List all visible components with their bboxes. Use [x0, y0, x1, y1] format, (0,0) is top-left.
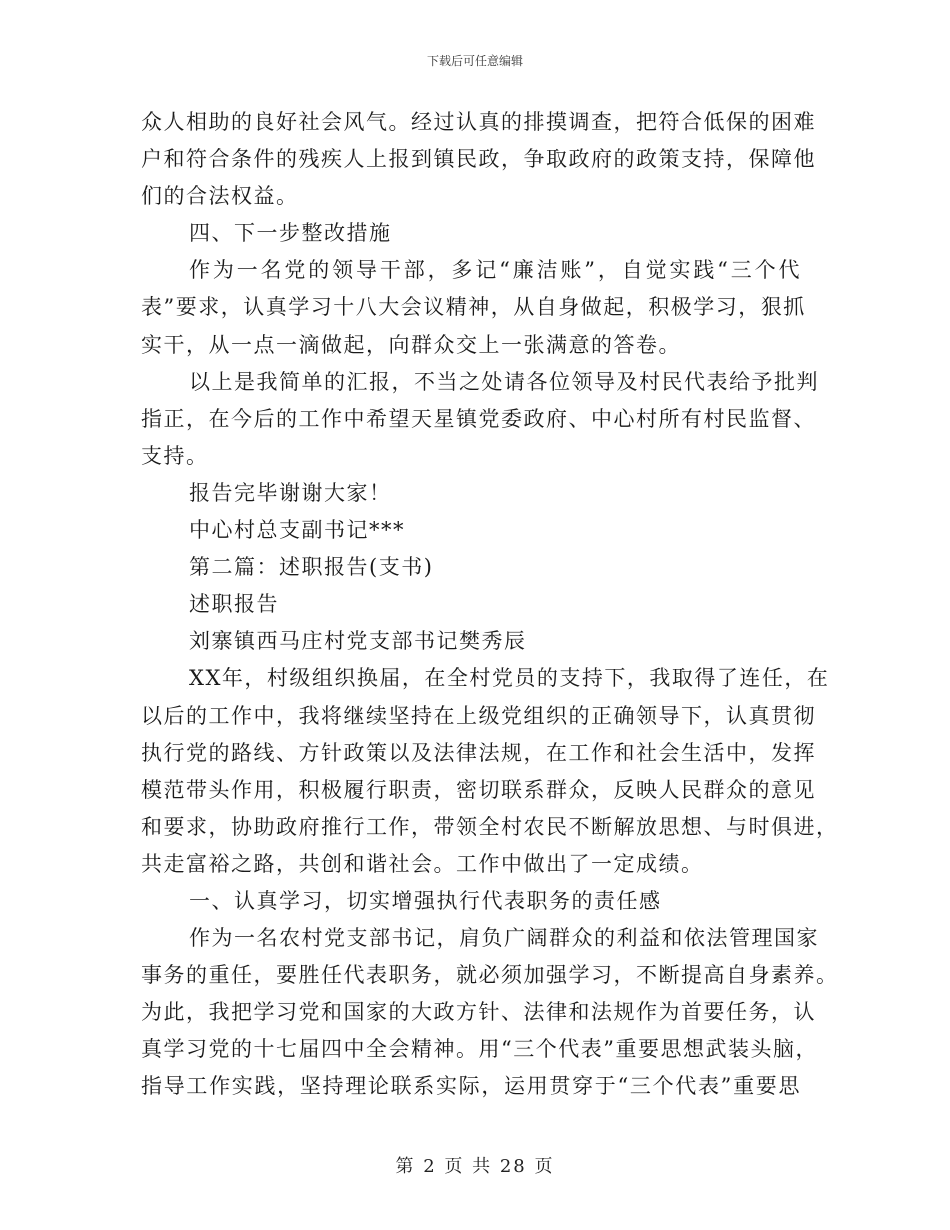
text-line: 作为一名党的领导干部，多记“廉洁账”，自觉实践“三个代: [189, 258, 801, 283]
text-line: 实干，从一点一滴做起，向群众交上一张满意的答卷。: [141, 332, 681, 357]
text-line: XX年，村级组织换届，在全村党员的支持下，我取得了连任，在: [189, 666, 830, 691]
text-line: 作为一名农村党支部书记，肩负广阔群众的利益和依法管理国家: [189, 926, 819, 951]
chapter-title: 第二篇：述职报告(支书): [189, 555, 434, 580]
text-line: 报告完毕谢谢大家！: [189, 480, 392, 505]
author-line: 刘寨镇西马庄村党支部书记樊秀辰: [189, 629, 527, 654]
text-line: 表”要求，认真学习十八大会议精神，从自身做起，积极学习，狠抓: [141, 295, 806, 320]
page-header: 下载后可任意编辑: [426, 54, 523, 68]
text-line: 支持。: [141, 443, 209, 468]
text-line: 执行党的路线、方针政策以及法律法规，在工作和社会生活中，发挥: [141, 740, 816, 765]
text-line: 共走富裕之路，共创和谐社会。工作中做出了一定成绩。: [141, 851, 704, 876]
signature-line: 中心村总支副书记***: [189, 518, 405, 543]
text-line: 为此，我把学习党和国家的大政方针、法律和法规作为首要任务，认: [141, 1000, 816, 1025]
section-heading: 一、认真学习，切实增强执行代表职务的责任感: [189, 888, 662, 913]
text-line: 们的合法权益。: [141, 184, 299, 209]
document-body: [141, 104, 839, 1106]
text-line: 和要求，协助政府推行工作，带领全村农民不断解放思想、与时俱进，: [141, 814, 839, 839]
text-line: 事务的重任，要胜任代表职务，就必须加强学习，不断提高自身素养。: [141, 963, 839, 988]
text-line: 指导工作实践，坚持理论联系实际，运用贯穿于“三个代表”重要思: [141, 1074, 801, 1099]
text-line: 户和符合条件的残疾人上报到镇民政，争取政府的政策支持，保障他: [141, 147, 816, 172]
text-line: 以上是我简单的汇报，不当之处请各位领导及村民代表给予批判: [189, 369, 819, 394]
page-number: 第 2 页 共 28 页: [395, 1156, 555, 1177]
text-line: 指正，在今后的工作中希望天星镇党委政府、中心村所有村民监督、: [141, 406, 816, 431]
text-line: 真学习党的十七届四中全会精神。用“三个代表”重要思想武装头脑，: [141, 1037, 818, 1062]
report-title: 述职报告: [189, 592, 279, 617]
text-line: 以后的工作中，我将继续坚持在上级党组织的正确领导下，认真贯彻: [141, 703, 816, 728]
section-heading: 四、下一步整改措施: [189, 221, 392, 246]
text-line: 模范带头作用，积极履行职责，密切联系群众，反映人民群众的意见: [141, 777, 816, 802]
text-line: 众人相助的良好社会风气。经过认真的排摸调查，把符合低保的困难: [141, 110, 816, 134]
